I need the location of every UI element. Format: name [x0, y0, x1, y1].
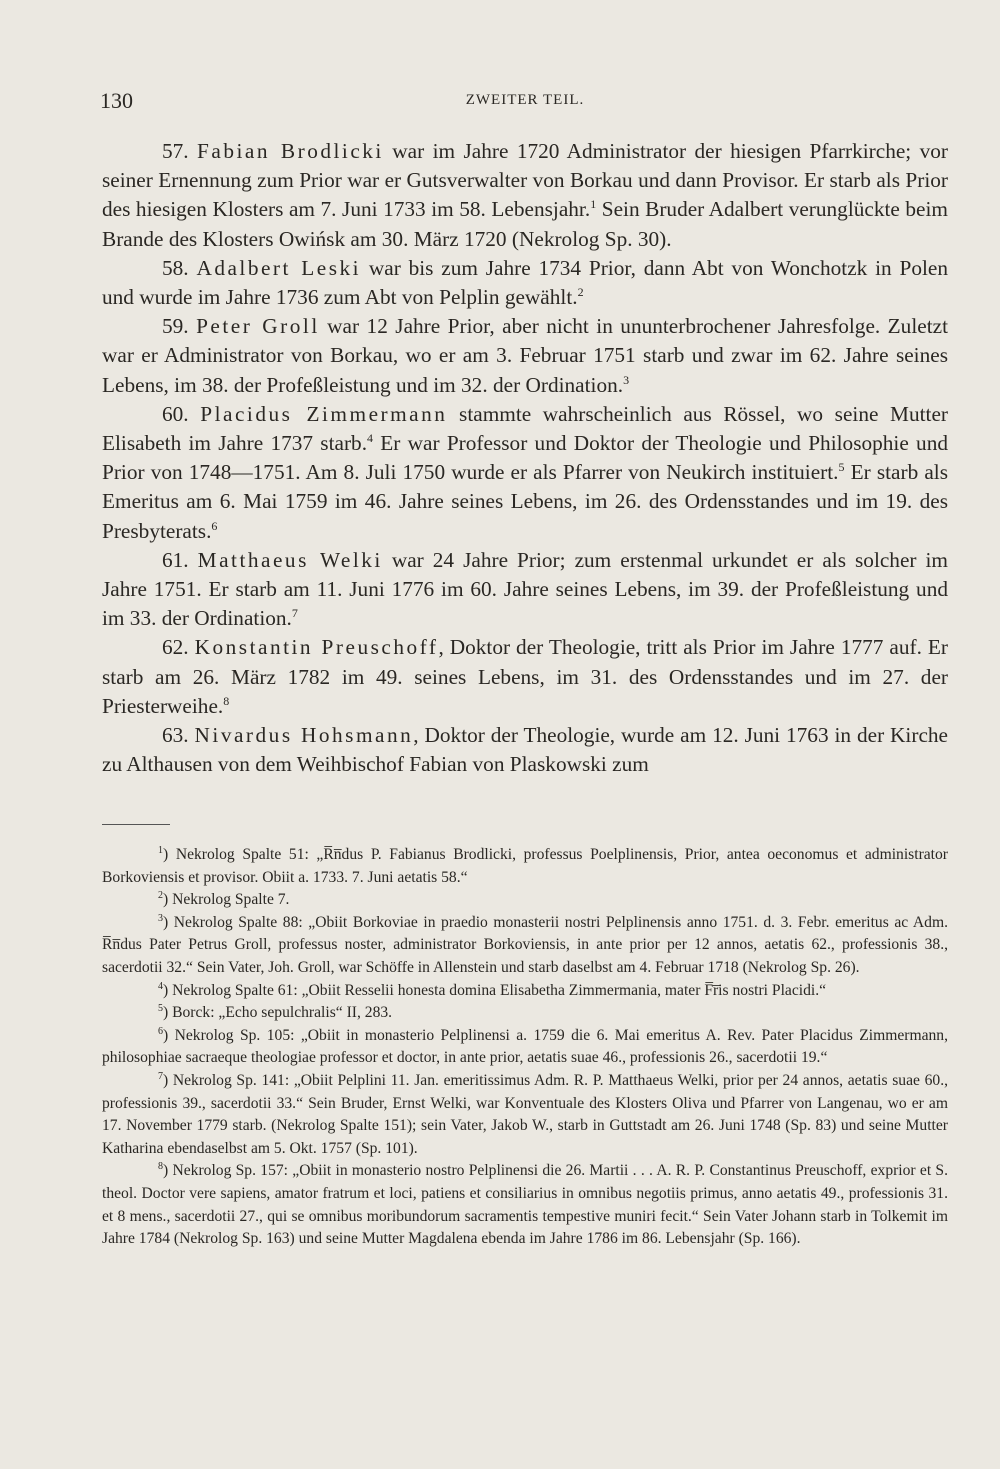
footnote-text: Nekrolog Spalte 7. [172, 891, 290, 909]
footnote-text: Nekrolog Spalte 61: „Obiit Resselii honesta domina Elisabetha Zimmermania, mater F̅r̅is nostri Placidi.“ [172, 981, 827, 999]
entry-text: war im Jahre 1720 Administrator der hiesigen Pfarrkirche; vor seiner Ernennung zum Prior war er Gutsverwalter von Borkau und dann Provisor. Er starb als Prior des hiesigen Klosters am 7. Juni 1733 im 58. Lebensjahr. [102, 139, 949, 222]
page-header [100, 88, 950, 118]
footnote-divider [102, 824, 170, 825]
footnote: $^2$) Nekrolog Spalte 7. [158, 890, 290, 909]
footnote: $^3$) Nekrolog Spalte 88: „Obiit Borkoviae in praedio monasterii nostri Pelplinensis anno 1751. d. 3. Febr. emeritus ac Adm. R̅n̅dus Pater Petrus Groll, professus noster, administrator Borkoviensis, in ante prior per 12 annos, aetatis 62., professionis 38., sacerdotii 32.“ Sein Vater, Joh. Groll, war Schöffe in Allenstein und starb daselbst am 4. Februar 1718 (Nekrolog Sp. 26). [102, 912, 948, 976]
entry-text: war bis zum Jahre 1734 Prior, dann Abt von Wonchotzk in Polen und wurde im Jahre 1736 zum Abt von Pelplin gewählt. [102, 255, 948, 310]
footnote-number: 3 [158, 912, 163, 924]
footnote-number: 2 [158, 890, 163, 902]
entry-number: 57. [162, 139, 189, 163]
person-name: Placidus Zimmermann [200, 401, 448, 426]
entry-paragraph [102, 137, 948, 254]
footnote: $^7$) Nekrolog Sp. 141: „Obiit Pelplini 11. Jan. emeritissimus Adm. R. P. Matthaeus Welki, prior per 24 annos, aetatis suae 60., professionis 39., sacerdotii 33.“ Sein Bruder, Ernst Welki, war Konventuale des Klosters Oliva und Pfarrer von Langenau, wo er am 17. November 1779 starb. (Nekrolog Spalte 151); sein Vater, Jakob W., starb in Guttstadt am 26. Juni 1748 (Sp. 83) und seine Mutter Katharina ebendaselbst am 5. Okt. 1757 (Sp. 101). [102, 1070, 948, 1157]
entry-paragraph [102, 633, 948, 721]
entry-number: 58. [162, 255, 189, 280]
entry-number: 61. [162, 547, 189, 572]
running-title: ZWEITER TEIL. [465, 92, 585, 108]
footnote: $^1$) Nekrolog Spalte 51: „R̅n̅dus P. Fabianus Brodlicki, professus Poelplinensis, Prior, antea oeconomus et administrator Borkoviensis et provisor. Obiit a. 1733. 7. Juni aetatis 58.“ [102, 845, 948, 886]
person-name: Konstantin Preuschoff [194, 635, 439, 660]
entry-number: 60. [162, 401, 189, 426]
footnote-ref[interactable]: 5 [838, 460, 845, 475]
footnote-ref[interactable]: 3 [623, 372, 630, 387]
entry-text: , Doktor der Theologie, tritt als Prior im Jahre 1777 auf. Er starb am 26. März 1782 im 49. seines Lebens, im 31. des Ordensstandes und im 27. der Priesterweihe. [102, 635, 948, 718]
entry-paragraph [102, 254, 948, 312]
person-name: Fabian Brodlicki [197, 139, 384, 163]
entry-text: stammte wahrscheinlich aus Rössel, wo seine Mutter Elisabeth im Jahre 1737 starb. [102, 401, 948, 456]
person-name: Adalbert Leski [196, 255, 362, 280]
person-name: Matthaeus Welki [197, 547, 383, 572]
entry-number: 59. [162, 314, 189, 339]
footnote-text: Nekrolog Spalte 51: „R̅n̅dus P. Fabianus Brodlicki, professus Poelplinensis, Prior, antea oeconomus et administrator Borkoviensis et provisor. Obiit a. 1733. 7. Juni aetatis 58.“ [102, 846, 948, 886]
entry-text: Er war Professor und Doktor der Theologie und Philosophie und Prior von 1748—1751. Am 8. Juli 1750 wurde er als Pfarrer von Neukirch instituiert. [102, 431, 948, 485]
entry-text: Sein Bruder Adalbert verunglückte beim Brande des Klosters Owińsk am 30. März 1720 (Nekrolog Sp. 30). [102, 197, 948, 251]
footnote-number: 1 [158, 845, 163, 856]
entry-paragraph [102, 721, 948, 779]
main-text [102, 137, 948, 779]
entry-number: 62. [162, 635, 189, 660]
footnote: $^6$) Nekrolog Sp. 105: „Obiit in monasterio Pelplinensi a. 1759 die 6. Mai emeritus A. Rev. Pater Placidus Zimmermann, philosophiae sacraeque theologiae professor et doctor, in ante prior, aetatis suae 46., professionis 26., sacerdotii 19.“ [102, 1025, 949, 1067]
entry-paragraph [102, 312, 948, 400]
footnote-number: 6 [158, 1025, 163, 1037]
footnote-text: Nekrolog Sp. 141: „Obiit Pelplini 11. Jan. emeritissimus Adm. R. P. Matthaeus Welki, prior per 24 annos, aetatis suae 60., professionis 39., sacerdotii 33.“ Sein Bruder, Ernst Welki, war Konventuale des Klosters Oliva und Pfarrer von Langenau, wo er am 17. November 1779 starb. (Nekrolog Spalte 151); sein Vater, Jakob W., starb in Guttstadt am 26. Juni 1748 (Sp. 83) und seine Mutter Katharina ebendaselbst am 5. Okt. 1757 (Sp. 101). [102, 1071, 948, 1157]
footnote-ref[interactable]: 1 [590, 197, 597, 212]
footnote-ref[interactable]: 2 [577, 285, 584, 300]
footnote: $^4$) Nekrolog Spalte 61: „Obiit Resselii honesta domina Elisabetha Zimmermania, mater F̅r̅is nostri Placidi.“ [158, 980, 827, 999]
footnote-number: 7 [158, 1070, 163, 1082]
entry-text: war 24 Jahre Prior; zum erstenmal urkundet er als solcher im Jahre 1751. Er starb am 11. Juni 1776 im 60. Jahre seines Lebens, im 39. der Profeßleistung und im 33. der Ordination. [102, 547, 949, 631]
person-name: Nivardus Hohsmann [194, 723, 414, 748]
page-number: 130 [100, 88, 133, 113]
person-name: Peter Groll [196, 314, 320, 339]
footnote-ref[interactable]: 6 [211, 518, 218, 533]
footnote-text: Nekrolog Sp. 105: „Obiit in monasterio Pelplinensi a. 1759 die 6. Mai emeritus A. Rev. Pater Placidus Zimmermann, philosophiae sacraeque theologiae professor et doctor, in ante prior, aetatis suae 46., professionis 26., sacerdotii 19.“ [102, 1026, 949, 1067]
footnote-text: Borck: „Echo sepulchralis“ II, 283. [172, 1004, 393, 1022]
footnote: $^8$) Nekrolog Sp. 157: „Obiit in monasterio nostro Pelplinensi die 26. Martii . . . A. R. P. Constantinus Preuschoff, exprior et S. theol. Doctor vere sapiens, amator fratrum et loci, patiens et consiliarius in omnibus negotiis primus, anno aetatis 49., professionis 31. et 8 mens., sacerdotii 27., qui se omnibus moribundorum sacramentis tempestive muniri fecit.“ Sein Vater Johann starb in Tolkemit im Jahre 1784 (Nekrolog Sp. 163) und seine Mutter Magdalena ebenda im Jahre 1786 im 86. Lebensjahr (Sp. 166). [102, 1161, 948, 1248]
footnote: $^5$) Borck: „Echo sepulchralis“ II, 283. [158, 1003, 393, 1022]
footnote-ref[interactable]: 4 [367, 431, 374, 446]
footnote-ref[interactable]: 8 [223, 693, 230, 708]
footnotes [102, 844, 948, 1251]
footnote-text: Nekrolog Spalte 88: „Obiit Borkoviae in praedio monasterii nostri Pelplinensis anno 1751. d. 3. Febr. emeritus ac Adm. R̅n̅dus Pater Petrus Groll, professus noster, administrator Borkoviensis, in ante prior per 12 annos, aetatis 62., professionis 38., sacerdotii 32.“ Sein Vater, Joh. Groll, war Schöffe in Allenstein und starb daselbst am 4. Februar 1718 (Nekrolog Sp. 26). [102, 913, 948, 976]
footnote-number: 4 [158, 980, 163, 992]
entry-text: Er starb als Emeritus am 6. Mai 1759 im 46. Jahre seines Lebens, im 26. des Ordensstandes und im 19. des Presbyterats. [102, 460, 948, 543]
footnote-number: 8 [158, 1161, 163, 1173]
entry-number: 63. [162, 723, 189, 748]
entry-text: , Doktor der Theologie, wurde am 12. Juni 1763 in der Kirche zu Althausen von dem Weihbischof Fabian von Plaskowski zum [102, 723, 948, 777]
footnote-text: Nekrolog Sp. 157: „Obiit in monasterio nostro Pelplinensi die 26. Martii . . . A. R. P. Constantinus Preuschoff, exprior et S. theol. Doctor vere sapiens, amator fratrum et loci, patiens et consiliarius in omnibus negotiis primus, anno aetatis 49., professionis 31. et 8 mens., sacerdotii 27., qui se omnibus moribundorum sacramentis tempestive muniri fecit.“ Sein Vater Johann starb in Tolkemit im Jahre 1784 (Nekrolog Sp. 163) und seine Mutter Magdalena ebenda im Jahre 1786 im 86. Lebensjahr (Sp. 166). [102, 1162, 948, 1248]
footnote-ref[interactable]: 7 [291, 606, 298, 621]
footnote-number: 5 [158, 1003, 163, 1015]
entry-paragraph [102, 546, 948, 634]
entry-paragraph [102, 400, 948, 546]
entry-text: war 12 Jahre Prior, aber nicht in ununterbrochener Jahresfolge. Zuletzt war er Administrator von Borkau, wo er am 3. Februar 1751 starb und zwar im 62. Jahre seines Lebens, im 38. der Profeßleistung und im 32. der Ordination. [102, 314, 948, 397]
